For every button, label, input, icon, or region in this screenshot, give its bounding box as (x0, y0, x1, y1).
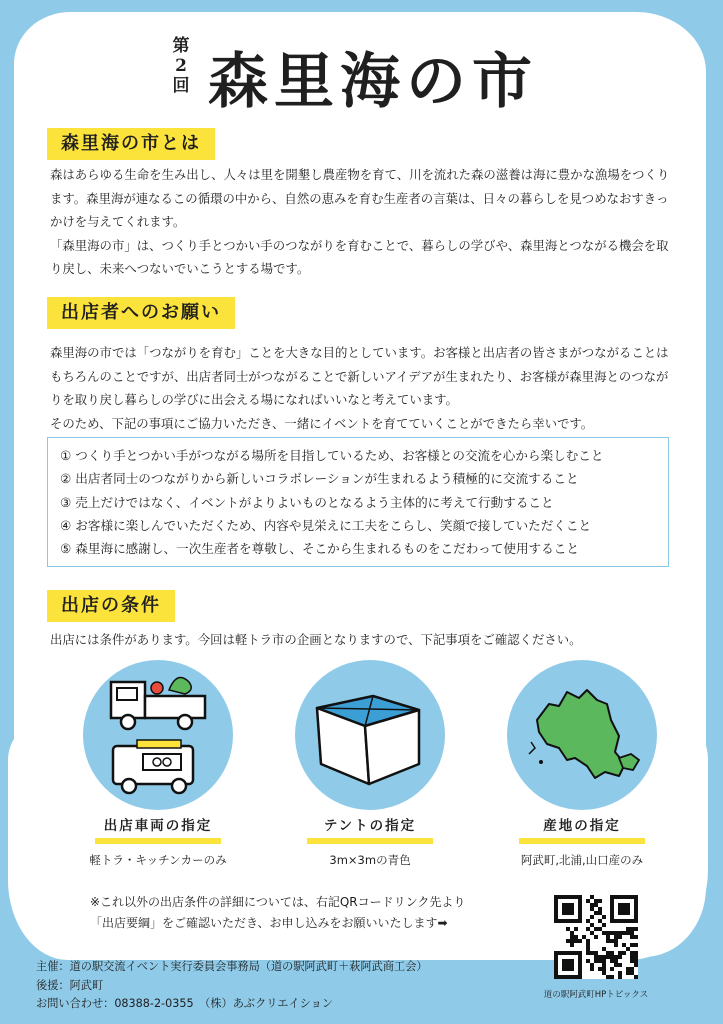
page-title: 森里海の市 (208, 47, 538, 117)
requests-text (50, 341, 674, 435)
about-paragraph-1: 森はあらゆる生命を生み出し、人々は里を開墾し農産物を育て、川を流れた森の滋養は海に豊かな漁場をつくります。森里海が連なるこの循環の中から、自然の恵みを育む生産者の言葉は、日々の暮らしを見つめなおすきっかけを与えてくれます。 (50, 167, 670, 229)
condition-label: テントの指定 (323, 818, 417, 834)
requests-paragraph-2: そのため、下記の事項にご協力いただき、一緒にイベントを育てていくことができたら幸いです。 (50, 415, 594, 431)
rules-box (47, 437, 669, 567)
tent-icon (295, 660, 445, 810)
footer (36, 958, 428, 1014)
qr-code[interactable] (554, 895, 638, 979)
contact-text: お問い合わせ：08388-2-0355 （株）あぶクリエイション (36, 997, 333, 1011)
application-note (90, 892, 540, 934)
truck-icon (83, 660, 233, 810)
edition-label: 第2回 (172, 36, 190, 96)
support-text: 後援：阿武町 (36, 978, 104, 992)
note-line-1: ※これ以外の出店条件の詳細については、右記QRコードリンク先より (90, 895, 466, 909)
conditions-intro: 出店には条件があります。今回は軽トラ市の企画となりますので、下記事項をご確認ください。 (50, 632, 582, 647)
map-icon (507, 660, 657, 810)
condition-underline (307, 838, 433, 844)
rule-item: ② 出店者同士のつながりから新しいコラボレーションが生まれるよう積極的に交流すること (60, 471, 579, 487)
section-heading-about: 森里海の市とは (47, 128, 215, 160)
section-heading-requests: 出店者へのお願い (47, 297, 235, 329)
rule-item: ③ 売上だけではなく、イベントがよりよいものとなるよう主体的に考えて行動すること (60, 494, 554, 510)
organizer-text: 主催：道の駅交流イベント実行委員会事務局（道の駅阿武町＋萩阿武商工会） (36, 960, 428, 973)
condition-underline (519, 838, 645, 844)
rule-item: ④ お客様に楽しんでいただくため、内容や見栄えに工夫をこらし、笑顔で接していただくこと (60, 517, 592, 533)
condition-value: 軽トラ・キッチンカーのみ (89, 853, 227, 867)
condition-label: 産地の指定 (543, 818, 621, 834)
requests-paragraph-1: 森里海の市では「つながりを育む」ことを大きな目的としています。お客様と出店者の皆さまがつながることはもちろんのことですが、出店者同士がつながることで新しいアイデアが生まれたり、お客様が森里海とのつながりを取り戻し暮らしの学びに出会える場になればいいなと考えています。 (50, 345, 669, 407)
condition-underline (95, 838, 221, 844)
rule-item: ⑤ 森里海に感謝し、一次生産者を尊敬し、そこから生まれるものをこだわって使用すること (60, 541, 579, 557)
about-paragraph-2: 「森里海の市」は、つくり手とつかい手のつながりを育むことで、暮らしの学びや、森里海とつながる機会を取り戻し、未来へつないでいこうとする場です。 (50, 237, 669, 276)
note-line-2: 「出店要綱」をご確認いただき、お申し込みをお願いいたします➡ (90, 916, 448, 930)
condition-value: 阿武町,北浦,山口産のみ (520, 853, 644, 867)
title-block (168, 30, 568, 120)
qr-code-icon (554, 895, 638, 979)
qr-caption: 道の駅阿武町HPトピックス (543, 990, 649, 1000)
section-heading-conditions: 出店の条件 (47, 590, 175, 622)
about-text (50, 163, 674, 281)
condition-value: 3m×3mの青色 (329, 853, 411, 867)
condition-label: 出店車両の指定 (103, 818, 213, 834)
rule-item: ① つくり手とつかい手がつながる場所を目指しているため、お客様との交流を心から楽しむこと (60, 448, 604, 463)
